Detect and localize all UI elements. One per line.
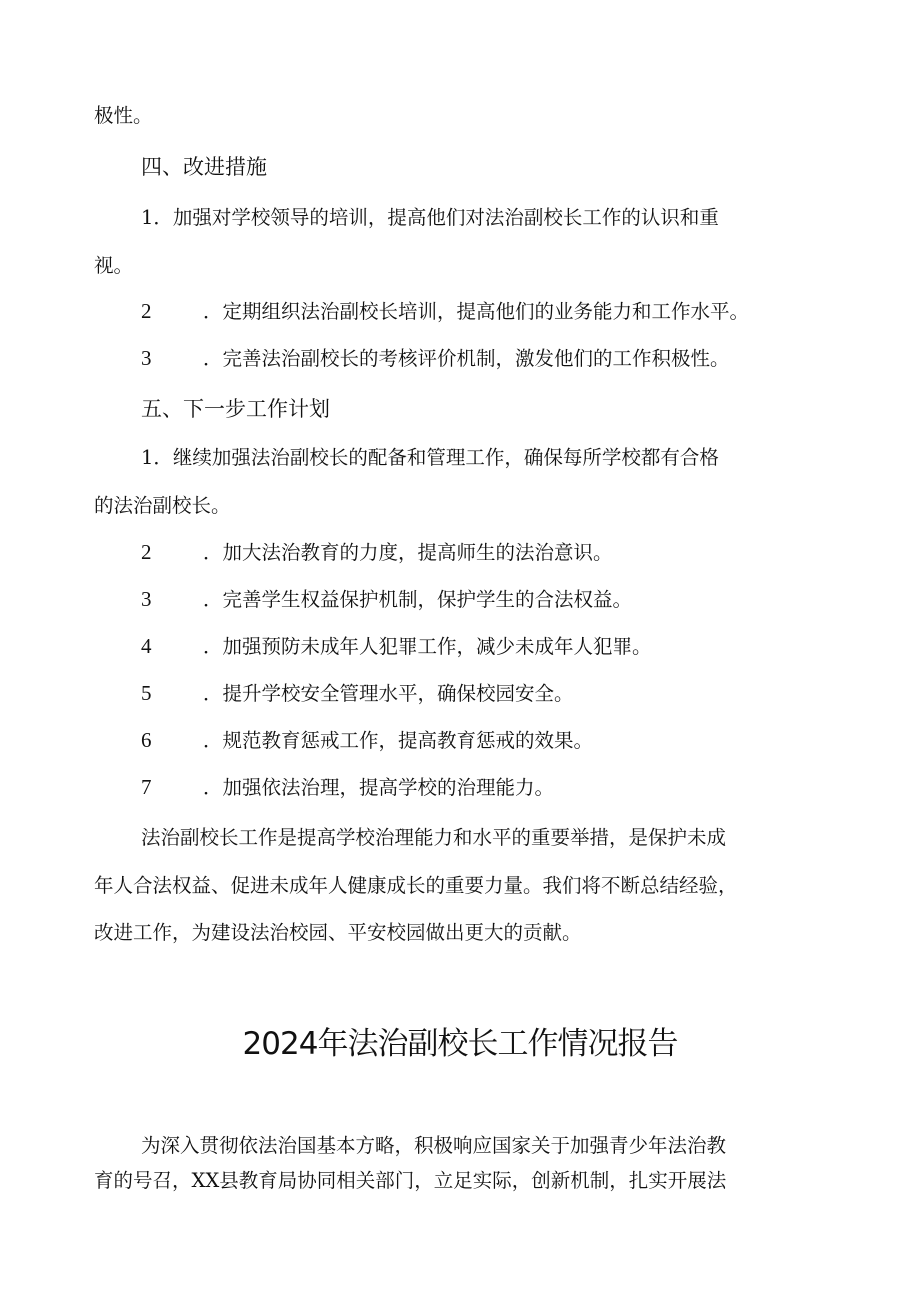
section-5-item-1-line-2: 的法治副校长。 bbox=[94, 494, 231, 517]
section-4-item-2 bbox=[141, 296, 749, 324]
item-number: 6 bbox=[141, 728, 152, 752]
section-5-item-5 bbox=[141, 678, 574, 706]
conclusion-line-1: 法治副校长工作是提高学校治理能力和水平的重要举措，是保护未成 bbox=[141, 826, 727, 849]
section-4-item-3 bbox=[141, 343, 730, 371]
item-number: 5 bbox=[141, 681, 152, 705]
item-number: 3 bbox=[141, 587, 152, 611]
section-5-item-3 bbox=[141, 584, 632, 612]
conclusion-line-3: 改进工作，为建设法治校园、平安校园做出更大的贡献。 bbox=[94, 921, 582, 944]
item-number: 2 bbox=[141, 540, 152, 564]
conclusion-line-2: 年人合法权益、促进未成年人健康成长的重要力量。我们将不断总结经验， bbox=[94, 874, 738, 897]
item-text: ．完善学生权益保护机制，保护学生的合法权益。 bbox=[203, 588, 633, 611]
section-4-heading: 四、改进措施 bbox=[141, 155, 267, 179]
section-5-heading: 五、下一步工作计划 bbox=[141, 397, 330, 421]
section-4-item-1-line-1: 1．加强对学校领导的培训，提高他们对法治副校长工作的认识和重 bbox=[141, 206, 719, 229]
item-number: 2 bbox=[141, 299, 152, 323]
item-text: ．定期组织法治副校长培训，提高他们的业务能力和工作水平。 bbox=[203, 300, 750, 323]
item-number: 4 bbox=[141, 634, 152, 658]
top-fragment: 极性。 bbox=[94, 104, 153, 127]
section-5-item-4 bbox=[141, 631, 652, 659]
item-text: ．加强依法治理，提高学校的治理能力。 bbox=[203, 776, 555, 799]
section-5-item-7 bbox=[141, 772, 554, 800]
section-5-item-6 bbox=[141, 725, 593, 753]
item-text: ．完善法治副校长的考核评价机制，激发他们的工作积极性。 bbox=[203, 347, 730, 370]
intro-line-1: 为深入贯彻依法治国基本方略，积极响应国家关于加强青少年法治教 bbox=[141, 1134, 727, 1157]
report-title: 2024年法治副校长工作情况报告 bbox=[242, 1026, 678, 1062]
item-text: ．提升学校安全管理水平，确保校园安全。 bbox=[203, 682, 574, 705]
item-text: ．加大法治教育的力度，提高师生的法治意识。 bbox=[203, 541, 613, 564]
section-5-item-1-line-1: 1．继续加强法治副校长的配备和管理工作，确保每所学校都有合格 bbox=[141, 446, 719, 469]
item-number: 3 bbox=[141, 346, 152, 370]
section-4-item-1-line-2: 视。 bbox=[94, 254, 134, 277]
intro-line-2: 育的号召，XX县教育局协同相关部门，立足实际，创新机制，扎实开展法 bbox=[94, 1169, 727, 1192]
item-text: ．规范教育惩戒工作，提高教育惩戒的效果。 bbox=[203, 729, 594, 752]
item-number: 7 bbox=[141, 775, 152, 799]
section-5-item-2 bbox=[141, 537, 613, 565]
item-text: ．加强预防未成年人犯罪工作，减少未成年人犯罪。 bbox=[203, 635, 652, 658]
